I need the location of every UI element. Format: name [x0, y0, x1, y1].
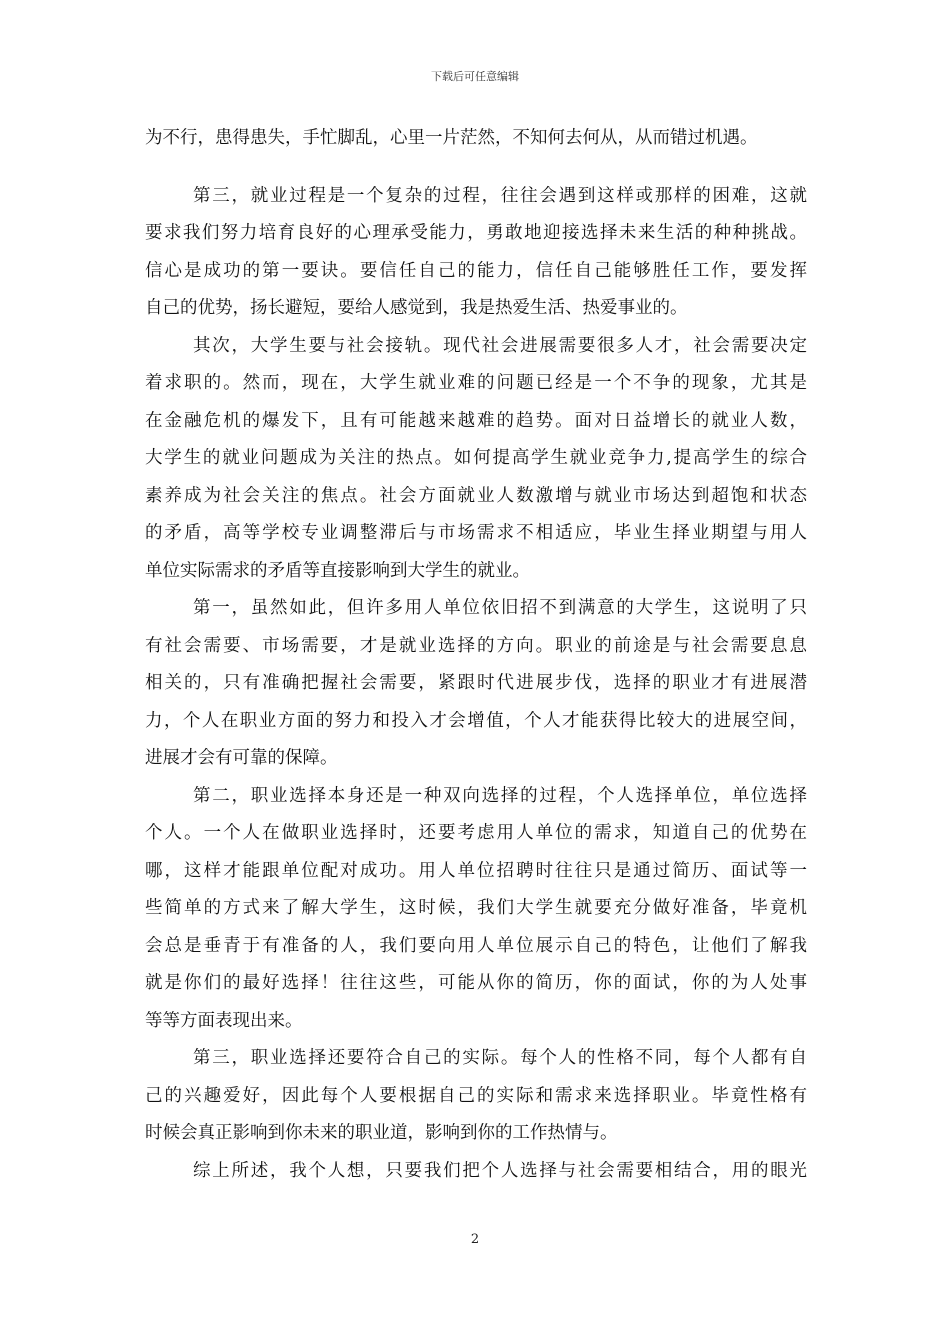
text-line: 力，个人在职业方面的努力和投入才会增值，个人才能获得比较大的进展空间， — [145, 710, 807, 731]
page-header: 下载后可任意编辑 — [431, 70, 519, 83]
text-line: 哪，这样才能跟单位配对成功。用人单位招聘时往往只是通过简历、面试等一 — [145, 860, 807, 881]
text-line: 大学生的就业问题成为关注的热点。如何提高学生就业竞争力,提高学生的综合 — [145, 448, 807, 468]
text-line: 相关的，只有准确把握社会需要，紧跟时代进展步伐，选择的职业才有进展潜 — [145, 673, 807, 693]
text-line: 进展才会有可靠的保障。 — [145, 748, 338, 768]
text-line: 有社会需要、市场需要，才是就业选择的方向。职业的前途是与社会需要息息 — [145, 635, 807, 656]
text-line: 己的兴趣爱好，因此每个人要根据自己的实际和需求来选择职业。毕竟性格有 — [145, 1085, 807, 1106]
document-body — [145, 120, 807, 1190]
text-line: 着求职的。然而，现在，大学生就业难的问题已经是一个不争的现象，尤其是 — [145, 373, 807, 393]
text-line: 第三，就业过程是一个复杂的过程，往往会遇到这样或那样的困难，这就 — [193, 185, 807, 206]
text-line: 其次，大学生要与社会接轨。现代社会进展需要很多人才，社会需要决定 — [193, 335, 807, 356]
text-line: 会总是垂青于有准备的人，我们要向用人单位展示自己的特色，让他们了解我 — [145, 935, 807, 956]
text-line: 第一，虽然如此，但许多用人单位依旧招不到满意的大学生，这说明了只 — [193, 598, 807, 618]
text-line: 自己的优势，扬长避短，要给人感觉到，我是热爱生活、热爱事业的。 — [145, 298, 688, 318]
text-line: 综上所述，我个人想，只要我们把个人选择与社会需要相结合，用的眼光 — [193, 1160, 807, 1181]
text-line: 第二，职业选择本身还是一种双向选择的过程，个人选择单位，单位选择 — [193, 785, 807, 806]
text-line: 的矛盾，高等学校专业调整滞后与市场需求不相适应，毕业生择业期望与用人 — [145, 523, 807, 543]
text-line: 些简单的方式来了解大学生，这时候，我们大学生就要充分做好准备，毕竟机 — [145, 898, 807, 918]
text-line: 时候会真正影响到你未来的职业道，影响到你的工作热情与。 — [145, 1123, 618, 1143]
text-line: 就是你们的最好选择！往往这些，可能从你的简历，你的面试，你的为人处事 — [145, 973, 807, 993]
text-line: 信心是成功的第一要诀。要信任自己的能力，信任自己能够胜任工作，要发挥 — [145, 260, 807, 281]
text-line: 等等方面表现出来。 — [145, 1010, 303, 1031]
text-line: 在金融危机的爆发下，且有可能越来越难的趋势。面对日益增长的就业人数， — [145, 410, 807, 431]
page-number: 2 — [470, 1232, 480, 1247]
text-line: 素养成为社会关注的焦点。社会方面就业人数激增与就业市场达到超饱和状态 — [145, 485, 807, 506]
text-line: 第三，职业选择还要符合自己的实际。每个人的性格不同，每个人都有自 — [193, 1048, 807, 1068]
text-line: 个人。一个人在做职业选择时，还要考虑用人单位的需求，知道自己的优势在 — [145, 823, 807, 843]
paragraph-gap — [145, 158, 807, 178]
text-line: 要求我们努力培育良好的心理承受能力，勇敢地迎接选择未来生活的种种挑战。 — [145, 223, 807, 243]
text-line: 单位实际需求的矛盾等直接影响到大学生的就业。 — [145, 560, 530, 581]
text-line: 为不行，患得患失，手忙脚乱，心里一片茫然，不知何去何从，从而错过机遇。 — [145, 128, 758, 148]
